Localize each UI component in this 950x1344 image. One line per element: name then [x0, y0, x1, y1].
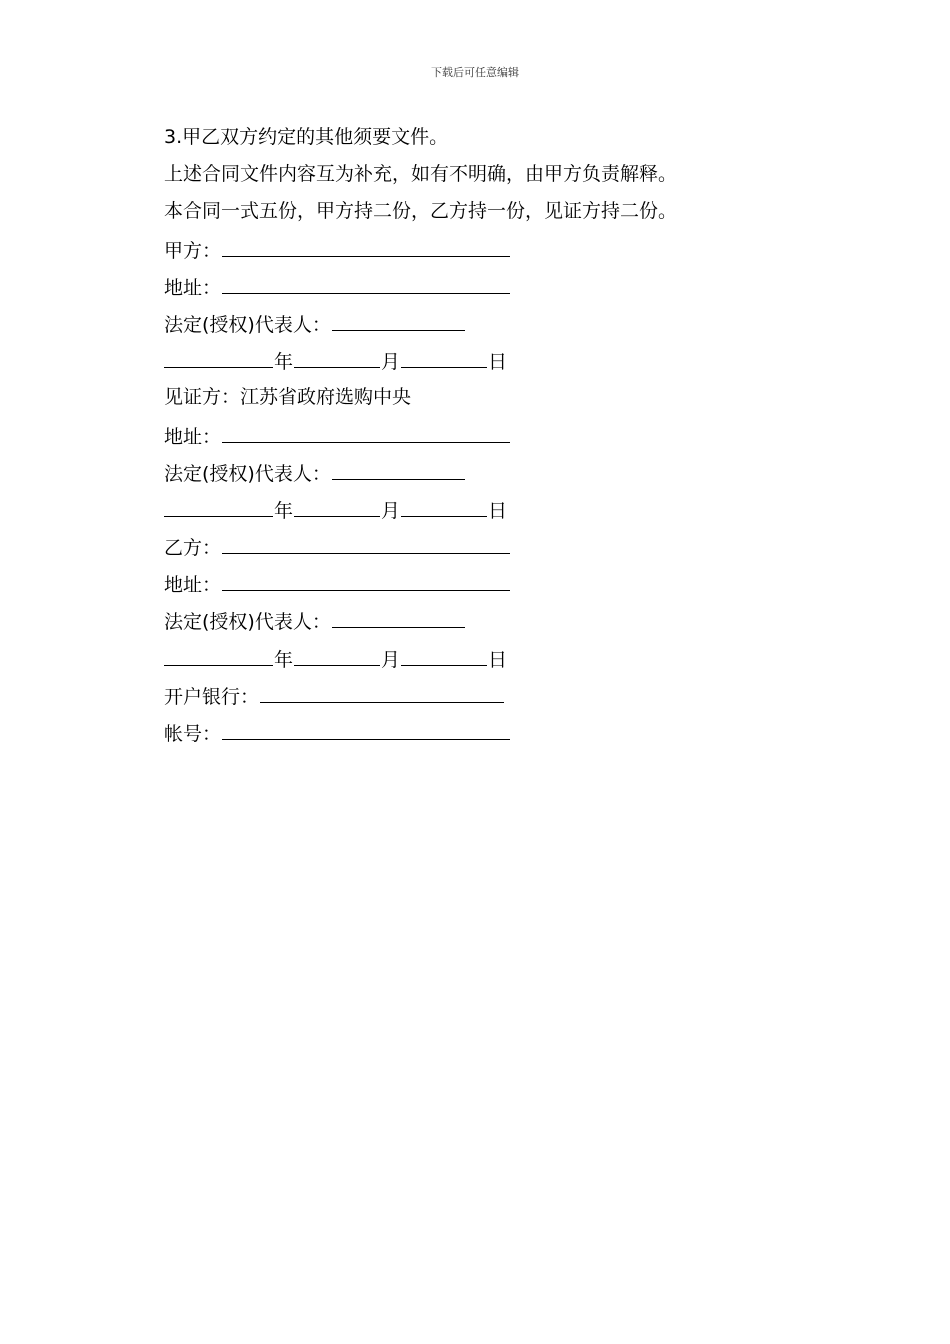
month-label: 月	[381, 351, 401, 374]
party-b-rep-label: 法定(授权)代表人：	[164, 611, 331, 634]
party-b-date-line	[164, 640, 784, 677]
month-label: 月	[381, 648, 401, 671]
party-b-address-line	[164, 565, 784, 602]
party-a-rep-label: 法定(授权)代表人：	[164, 313, 331, 336]
party-b-month-blank[interactable]	[294, 640, 380, 666]
month-label: 月	[381, 499, 401, 522]
party-a-day-blank[interactable]	[401, 342, 487, 368]
copies-line: 本合同一式五份，甲方持二份，乙方持一份，见证方持二份。	[164, 200, 678, 223]
party-a-rep-blank[interactable]	[332, 305, 465, 331]
party-a-address-blank[interactable]	[222, 268, 510, 294]
witness-address-blank[interactable]	[222, 417, 510, 443]
party-b-account-line	[164, 714, 784, 751]
witness-year-blank[interactable]	[164, 491, 273, 517]
page-header-note: 下载后可任意编辑	[431, 66, 519, 79]
year-label: 年	[274, 499, 294, 522]
party-b-bank-blank[interactable]	[260, 677, 504, 703]
party-a-line	[164, 231, 784, 268]
party-b-blank[interactable]	[222, 528, 510, 554]
witness-line: 见证方：江苏省政府选购中央	[164, 386, 412, 409]
party-b-address-blank[interactable]	[222, 565, 510, 591]
party-a-address-line	[164, 268, 784, 305]
year-label: 年	[274, 648, 294, 671]
witness-address-line	[164, 417, 784, 454]
witness-date-line	[164, 491, 784, 528]
party-a-rep-line	[164, 305, 784, 342]
party-b-bank-label: 开户银行：	[164, 685, 260, 708]
party-b-account-blank[interactable]	[222, 714, 510, 740]
year-label: 年	[274, 351, 294, 374]
party-b-bank-line	[164, 677, 784, 714]
party-a-date-line	[164, 342, 784, 379]
party-b-account-label: 帐号：	[164, 723, 222, 745]
party-b-day-blank[interactable]	[401, 640, 487, 666]
witness-rep-line	[164, 454, 784, 491]
witness-rep-blank[interactable]	[332, 454, 465, 480]
witness-rep-label: 法定(授权)代表人：	[164, 462, 331, 485]
party-a-address-label: 地址：	[164, 276, 222, 299]
day-label: 日	[488, 648, 508, 671]
party-a-blank[interactable]	[222, 231, 510, 257]
party-b-line	[164, 528, 784, 565]
contract-body	[164, 119, 784, 751]
party-b-rep-line	[164, 602, 784, 639]
clause-3-line: 3.甲乙双方约定的其他须要文件。	[164, 126, 449, 148]
party-b-year-blank[interactable]	[164, 640, 273, 666]
party-b-rep-blank[interactable]	[332, 602, 465, 628]
party-a-month-blank[interactable]	[294, 342, 380, 368]
witness-month-blank[interactable]	[294, 491, 380, 517]
party-a-year-blank[interactable]	[164, 342, 273, 368]
witness-address-label: 地址：	[164, 425, 222, 448]
party-b-label: 乙方：	[164, 537, 222, 560]
witness-day-blank[interactable]	[401, 491, 487, 517]
day-label: 日	[488, 351, 508, 374]
party-b-address-label: 地址：	[164, 574, 222, 597]
day-label: 日	[488, 499, 508, 522]
supplement-line: 上述合同文件内容互为补充，如有不明确，由甲方负责解释。	[164, 163, 678, 186]
party-a-label: 甲方：	[164, 239, 222, 262]
